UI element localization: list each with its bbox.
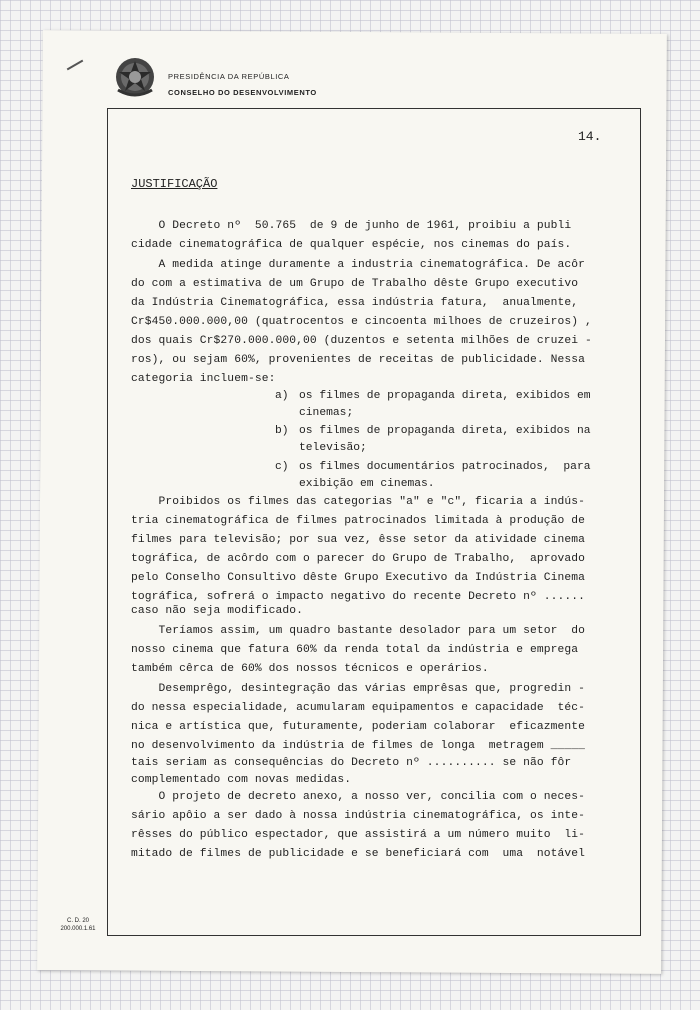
body-line: O projeto de decreto anexo, a nosso ver, concilia com o neces- — [131, 791, 586, 803]
body-line: rêsses do público espectador, que assistirá a um número muito li- — [131, 829, 586, 841]
header-presidency: PRESIDÊNCIA DA REPÚBLICA — [168, 72, 290, 81]
body-line: dos quais Cr$270.000.000,00 (duzentos e setenta milhões de cruzei - — [131, 335, 592, 347]
list-marker: a) — [275, 390, 289, 402]
list-item-text: os filmes documentários patrocinados, para — [299, 461, 591, 473]
list-item-text: os filmes de propaganda direta, exibidos na — [299, 425, 591, 437]
list-item-text: exibição em cinemas. — [299, 478, 435, 490]
body-line: caso não seja modificado. — [131, 605, 303, 617]
brazil-coat-of-arms-icon — [114, 56, 156, 98]
body-line: do com a estimativa de um Grupo de Trabalho dêste Grupo executivo — [131, 278, 579, 290]
body-line: categoria incluem-se: — [131, 373, 276, 385]
body-line: ros), ou sejam 60%, provenientes de receitas de publicidade. Nessa — [131, 354, 586, 366]
form-code — [48, 917, 108, 933]
body-line: mitado de filmes de publicidade e se beneficiará com uma notável — [131, 848, 586, 860]
form-code-line1: C. D. 20 — [66, 918, 89, 924]
list-marker: b) — [275, 425, 289, 437]
body-line: tográfica, de acôrdo com o parecer do Grupo de Trabalho, aprovado — [131, 553, 586, 565]
list-item-text: televisão; — [299, 442, 367, 454]
body-line: Proibidos os filmes das categorias "a" e "c", ficaria a indús- — [131, 496, 586, 508]
list-item-text: os filmes de propaganda direta, exibidos em — [299, 390, 591, 402]
body-line: do nessa especialidade, acumularam equipamentos e capacidade téc- — [131, 702, 586, 714]
body-line: cidade cinematográfica de qualquer espécie, nos cinemas do país. — [131, 239, 572, 251]
body-line: complementado com novas medidas. — [131, 774, 352, 786]
body-line: tográfica, sofrerá o impacto negativo do recente Decreto nº ...... — [131, 591, 586, 603]
body-line: também cêrca de 60% dos nossos técnicos e operários. — [131, 663, 489, 675]
body-line: Cr$450.000.000,00 (quatrocentos e cincoenta milhoes de cruzeiros) , — [131, 316, 592, 328]
body-line: sário apôio a ser dado à nossa indústria cinematográfica, os inte- — [131, 810, 586, 822]
page-number: 14. — [578, 129, 602, 144]
form-code-line2: 200.000.1.61 — [60, 926, 96, 932]
body-line: Teríamos assim, um quadro bastante desolador para um setor do — [131, 625, 586, 637]
body-line: filmes para televisão; por sua vez, êsse setor da atividade cinema — [131, 534, 586, 546]
body-line: nica e artística que, futuramente, poderiam colaborar eficazmente — [131, 721, 586, 733]
body-line: tria cinematográfica de filmes patrocinados limitada à produção de — [131, 515, 586, 527]
body-line: A medida atinge duramente a industria cinematográfica. De acôr — [131, 259, 586, 271]
body-line: nosso cinema que fatura 60% da renda total da indústria e emprega — [131, 644, 579, 656]
header-council: CONSELHO DO DESENVOLVIMENTO — [168, 88, 317, 97]
section-title: JUSTIFICAÇÃO — [131, 177, 218, 191]
list-item-text: cinemas; — [299, 407, 354, 419]
body-line: pelo Conselho Consultivo dêste Grupo Executivo da Indústria Cinema — [131, 572, 586, 584]
body-line: Desemprêgo, desintegração das várias emprêsas que, progredin - — [131, 683, 586, 695]
body-line: tais seriam as consequências do Decreto nº .......... se não fôr — [131, 757, 572, 769]
body-line: O Decreto nº 50.765 de 9 de junho de 1961, proibiu a publi — [131, 220, 572, 232]
body-line: da Indústria Cinematográfica, essa indústria fatura, anualmente, — [131, 297, 579, 309]
body-line: no desenvolvimento da indústria de filmes de longa metragem _____ — [131, 740, 586, 752]
list-marker: c) — [275, 461, 289, 473]
